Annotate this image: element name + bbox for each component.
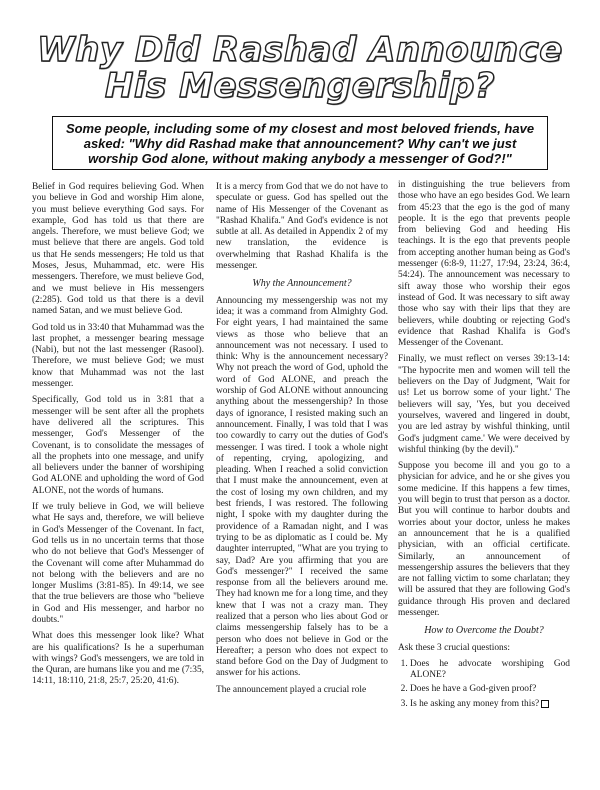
column-2: [216, 182, 388, 701]
list-item: 2. Does he have a God-given proof?: [410, 684, 570, 695]
column-3: [398, 180, 570, 713]
paragraph: Finally, we must reflect on verses 39:13-14: "The hypocrite men and women will tell the believers on the Day of Judgment, 'Wait for us! Let us borrow some of your light.' The believers will say, 'Yes, but you deceived yourselves, wavered and lingered in doubt, you are led astray by wishful thinking, until God's judgment came.' We were deceived by wishful thinking (by the devil).": [398, 354, 570, 455]
column-1: [32, 182, 204, 693]
paragraph: Announcing my messengership was not my idea; it was a command from Almighty God. For eight years, I had maintained the same views as those who believe that an announcement was not necessary. I used to think: Why is the announcement necessary? Why not preach the word of God, uphold the word of God ALONE, and preach the worship of God ALONE without announcing anything about the messengership? In those days of ignorance, I resisted making such an announcement. Finally, I was told that I was too cowardly to carry out the duties of God's messenger. I was tired. I took a whole night of repenting, crying, apologizing, and pleading. When I reached a solid conviction that I must make the announcement, even at the cost of losing my own children, and my best friends, I was restored. The following night, I spoke with my daughter during the providence of a Ramadan night, and I was trying to be as diplomatic as I could be. My daughter interrupted, "What are you trying to say, Dad? Are you affirming that you are God's messenger?" I received the same response from all the believers around me. They had known me for a long time, and they knew that I was not a crazy man. They realized that a person who lies about God or claims messengership falsely has to be a person who does not believe in God or the Hereafter; a person who does not expect to stand before God on the Day of Judgment to answer for his actions.: [216, 295, 388, 679]
paragraph: Specifically, God told us in 3:81 that a messenger will be sent after all the prophets have delivered all the scriptures. This messenger, God's Messenger of the Covenant, is to consolidate the messages of all the prophets into one message, and unify all believers under the banner of worshiping God ALONE and upholding the word of God ALONE, not the words of humans.: [32, 395, 204, 496]
paragraph: Suppose you become ill and you go to a physician for advice, and he or she gives you some medicine. If this happens a few times, you will begin to trust that person as a doctor. But you will continue to harbor doubts and worries about your doctor, unless he makes an announcement that he is a qualified physician, with an official certificate. Similarly, an announcement of messengership assures the believers that they are not falling victim to some charlatan; they will be assured that they are following God's guidance through His proven and declared messenger.: [398, 461, 570, 618]
list-item: [410, 699, 570, 710]
article-title: [30, 32, 570, 104]
paragraph: What does this messenger look like? What are his qualifications? Is he a superhuman with wings? God's messengers, we are told in the Quran, are humans like you and me (7:35, 14:11, 18:110, 21:8, 25:7, 25:20, 41:6).: [32, 631, 204, 687]
paragraph: It is a mercy from God that we do not have to speculate or guess. God has spelled out the name of His Messenger of the Covenant as "Rashad Khalifa." And God's evidence is not subtle at all. As detailed in Appendix 2 of my new translation, the evidence is overwhelming that Rashad Khalifa is the messenger.: [216, 182, 388, 272]
question-list: [398, 659, 570, 710]
list-item: 1. Does he advocate worshiping God ALONE?: [410, 659, 570, 682]
abstract-box: Some people, including some of my closest and most beloved friends, have asked: "Why did Rashad make that announcement? Why can't we just worship God alone, without making anybody a messenger of God?!": [52, 116, 548, 170]
section-heading: Why the Announcement?: [252, 278, 352, 290]
paragraph: in distinguishing the true believers from those who have an ego besides God. We learn from 45:23 that the ego is the god of many people. It is the ego that prevents people from believing God and heeding His teachings. It is the ego that prevents people from accepting another human being as God's messenger (6:8-9, 11:27, 17:94, 23:24, 36:4, 54:24). The announcement was necessary to sift away those who worship their egos instead of God. It was necessary to sift away those who say with their lips that they are believers, while doubting or rejecting God's evidence that Rashad Khalifa is God's Messenger of the Covenant.: [398, 180, 570, 349]
title-line-2: His Messengership?: [104, 66, 496, 106]
paragraph: God told us in 33:40 that Muhammad was the last prophet, a messenger bearing message (Nabi), but not the last messenger (Rasool). Therefore, we must believe God; we must know that Muhammad was not the last messenger.: [32, 322, 204, 390]
list-item-text: Is he asking any money from this?: [410, 698, 540, 709]
paragraph: Belief in God requires believing God. When you believe in God and worship Him alone, you must believe everything God says. For example, God has told us that there are angels. Therefore, we must believe God; we must believe that there are angels. God told us that He sends messengers; He told us that Moses, Jesus, Muhammad, etc. were His messengers. Therefore, we must believe God, and we must believe in His messengers (2:285). God told us that there is a devil named Satan, and we must believe God.: [32, 182, 204, 317]
section-heading: How to Overcome the Doubt?: [424, 625, 544, 637]
title-line-1: Why Did Rashad Announce: [37, 30, 563, 70]
paragraph: If we truly believe in God, we will believe what He says and, therefore, we will believe in God's Messenger of the Covenant. In fact, God tells us in no uncertain terms that those who do not believe that God's Messenger of the Covenant will come after Muhammad do not belong with the believers and are no longer Muslims (3:81-85). In 49:14, we see that the true believers are those who "believe in God and His messenger, and harbor no doubts.": [32, 502, 204, 625]
end-of-article-mark: [541, 700, 549, 708]
paragraph: The announcement played a crucial role: [216, 684, 367, 695]
list-intro: Ask these 3 crucial questions:: [398, 642, 510, 653]
